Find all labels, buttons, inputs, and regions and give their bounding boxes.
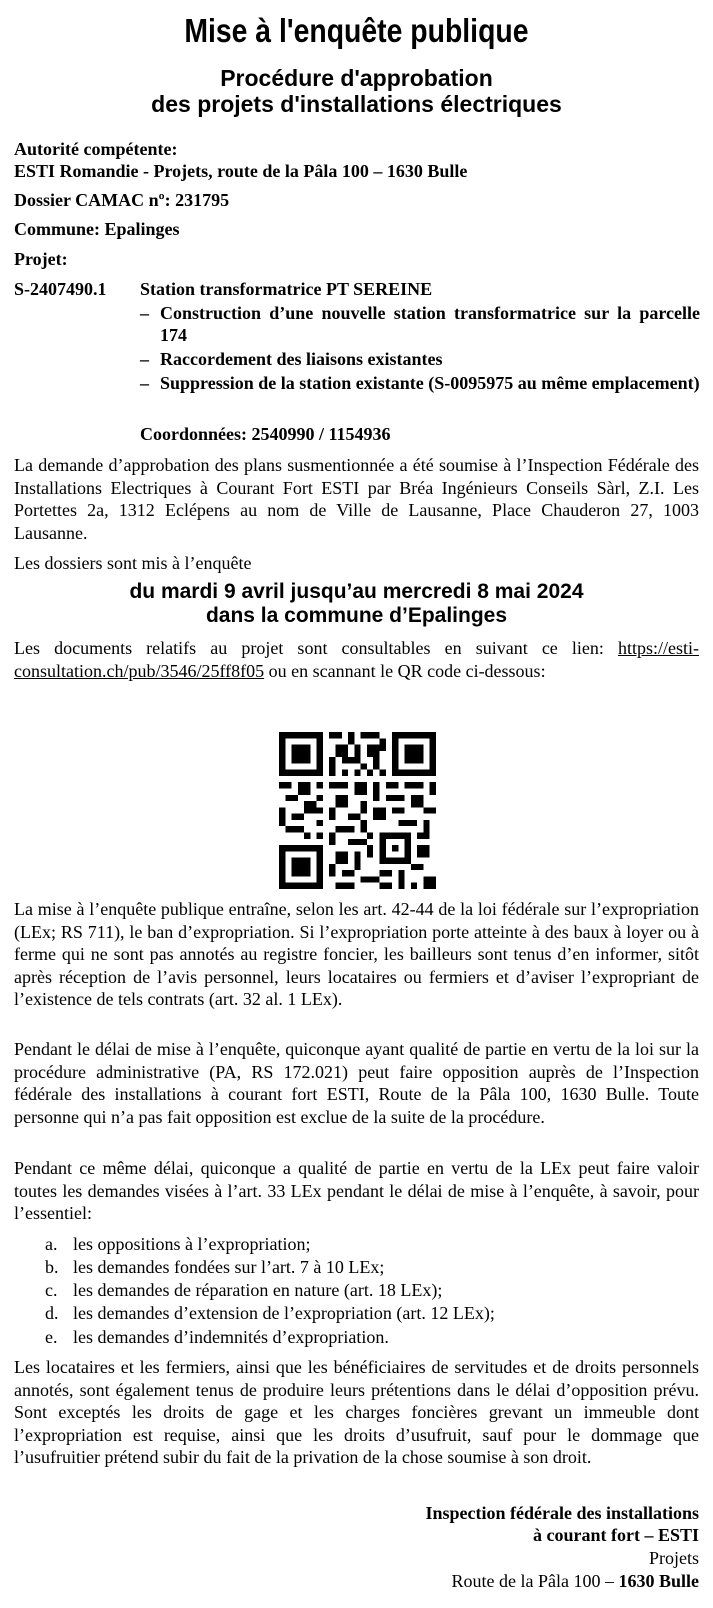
inquiry-period-dates: du mardi 9 avril jusqu’au mercredi 8 mai 2024	[129, 580, 584, 603]
list-item-letter: d.	[45, 1303, 59, 1323]
documents-text-after: ou en scannant le QR code ci-dessous:	[268, 660, 546, 681]
dash-marker: –	[140, 373, 149, 393]
intro-paragraph: La demande d’approbation des plans susmentionnée a été soumise à l’Inspection Fédérale des Installations Electriques à Courant Fort ESTI par Bréa Ingénieurs Conseils Sàrl, Z.I. Les Portettes 2a, 1312 Eclépens au nom de Ville de Lausanne, Place Chauderon 27, 1003 Lausanne.	[14, 455, 699, 543]
consultation-link[interactable]: https://esti-consultation.ch/pub/3546/25ff8f05	[14, 638, 699, 681]
opposition-paragraph: Pendant le délai de mise à l’enquête, quiconque ayant qualité de partie en vertu de la loi sur la procédure administrative (PA, RS 172.021) peut faire opposition auprès de l’Inspection fédérale des installations à courant fort ESTI, Route de la Pâla 100, 1630 Bulle. Toute personne qui n’a pas fait opposition est exclue de la suite de la procédure.	[14, 1039, 699, 1127]
project-name: Station transformatrice PT SEREINE	[140, 279, 433, 299]
signature-address	[452, 1570, 699, 1592]
subtitle-line-2: des projets d'installations électriques	[151, 91, 562, 117]
list-item: les demandes d’extension de l’expropriation (art. 12 LEx);	[73, 1303, 495, 1323]
signature-street: Route de la Pâla 100 –	[451, 1571, 614, 1591]
dossier-number: Dossier CAMAC nº: 231795	[14, 190, 230, 210]
documents-text: Les documents relatifs au projet sont consultables en suivant ce lien:	[14, 638, 604, 658]
qr-code-icon[interactable]	[279, 732, 436, 889]
list-item-letter: c.	[45, 1280, 58, 1300]
list-item-letter: a.	[45, 1234, 58, 1254]
claims-paragraph: Pendant ce même délai, quiconque a qualité de partie en vertu de la LEx peut faire valoir toutes les demandes visées à l’art. 33 LEx pendant le délai de mise à l’enquête, à savoir, pour l’essentiel:	[14, 1158, 699, 1223]
project-label: Projet:	[14, 249, 68, 269]
signature-esti: à courant fort – ESTI	[533, 1525, 699, 1545]
expropriation-paragraph: La mise à l’enquête publique entraîne, selon les art. 42-44 de la loi fédérale sur l’expropriation (LEx; RS 711), le ban d’expropriation. Si l’expropriation porte atteinte à des baux à loyer ou à ferme qui ne sont pas annotés au registre foncier, les bailleurs sont tenus d’en informer, sitôt après réception de l’avis personnel, leurs locataires ou fermiers et d’aviser l’expropriant de l’existence de tels contrats (art. 32 al. 1 LEx).	[14, 899, 699, 1009]
list-item: les demandes de réparation en nature (art. 18 LEx);	[73, 1280, 443, 1300]
commune: Commune: Epalinges	[14, 219, 180, 239]
dossiers-line: Les dossiers sont mis à l’enquête	[14, 553, 252, 573]
signature-department: Projets	[648, 1548, 699, 1568]
signature-authority: Inspection fédérale des installations	[425, 1503, 699, 1523]
dash-marker: –	[140, 303, 149, 323]
project-item: Construction d’une nouvelle station transformatrice sur la parcelle 174	[160, 303, 700, 345]
project-item: Suppression de la station existante (S-0095975 au même emplacement)	[160, 373, 700, 393]
list-item: les demandes d’indemnités d’expropriation.	[73, 1327, 389, 1347]
list-item: les oppositions à l’expropriation;	[73, 1234, 311, 1254]
authority-value: ESTI Romandie - Projets, route de la Pâla 100 – 1630 Bulle	[14, 161, 468, 181]
project-code: S-2407490.1	[14, 279, 107, 299]
signature-city: 1630 Bulle	[618, 1571, 699, 1591]
subtitle-line-1: Procédure d'approbation	[220, 65, 493, 91]
documents-paragraph	[14, 637, 699, 682]
project-item: Raccordement des liaisons existantes	[160, 349, 443, 369]
list-item-letter: e.	[45, 1327, 58, 1347]
inquiry-period-commune: dans la commune d’Epalinges	[205, 604, 508, 627]
page-title: Mise à l'enquête publique	[184, 12, 529, 49]
dash-marker: –	[140, 349, 149, 369]
coordinates: Coordonnées: 2540990 / 1154936	[140, 424, 391, 444]
list-item-letter: b.	[45, 1257, 59, 1277]
tenants-paragraph: Les locataires et les fermiers, ainsi que les bénéficiaires de servitudes et de droits personnels annotés, sont également tenus de produire leurs prétentions dans le délai d’opposition prévu. Sont exceptés les droits de gage et les charges foncières grevant un immeuble dont l’expropriation est requise, ainsi que les droits d’usufruit, sauf pour le dommage que l’usufruitier prétend subir du fait de la privation de la chose soumise à son droit.	[14, 1357, 699, 1467]
authority-label: Autorité compétente:	[14, 139, 178, 159]
list-item: les demandes fondées sur l’art. 7 à 10 LEx;	[73, 1257, 385, 1277]
